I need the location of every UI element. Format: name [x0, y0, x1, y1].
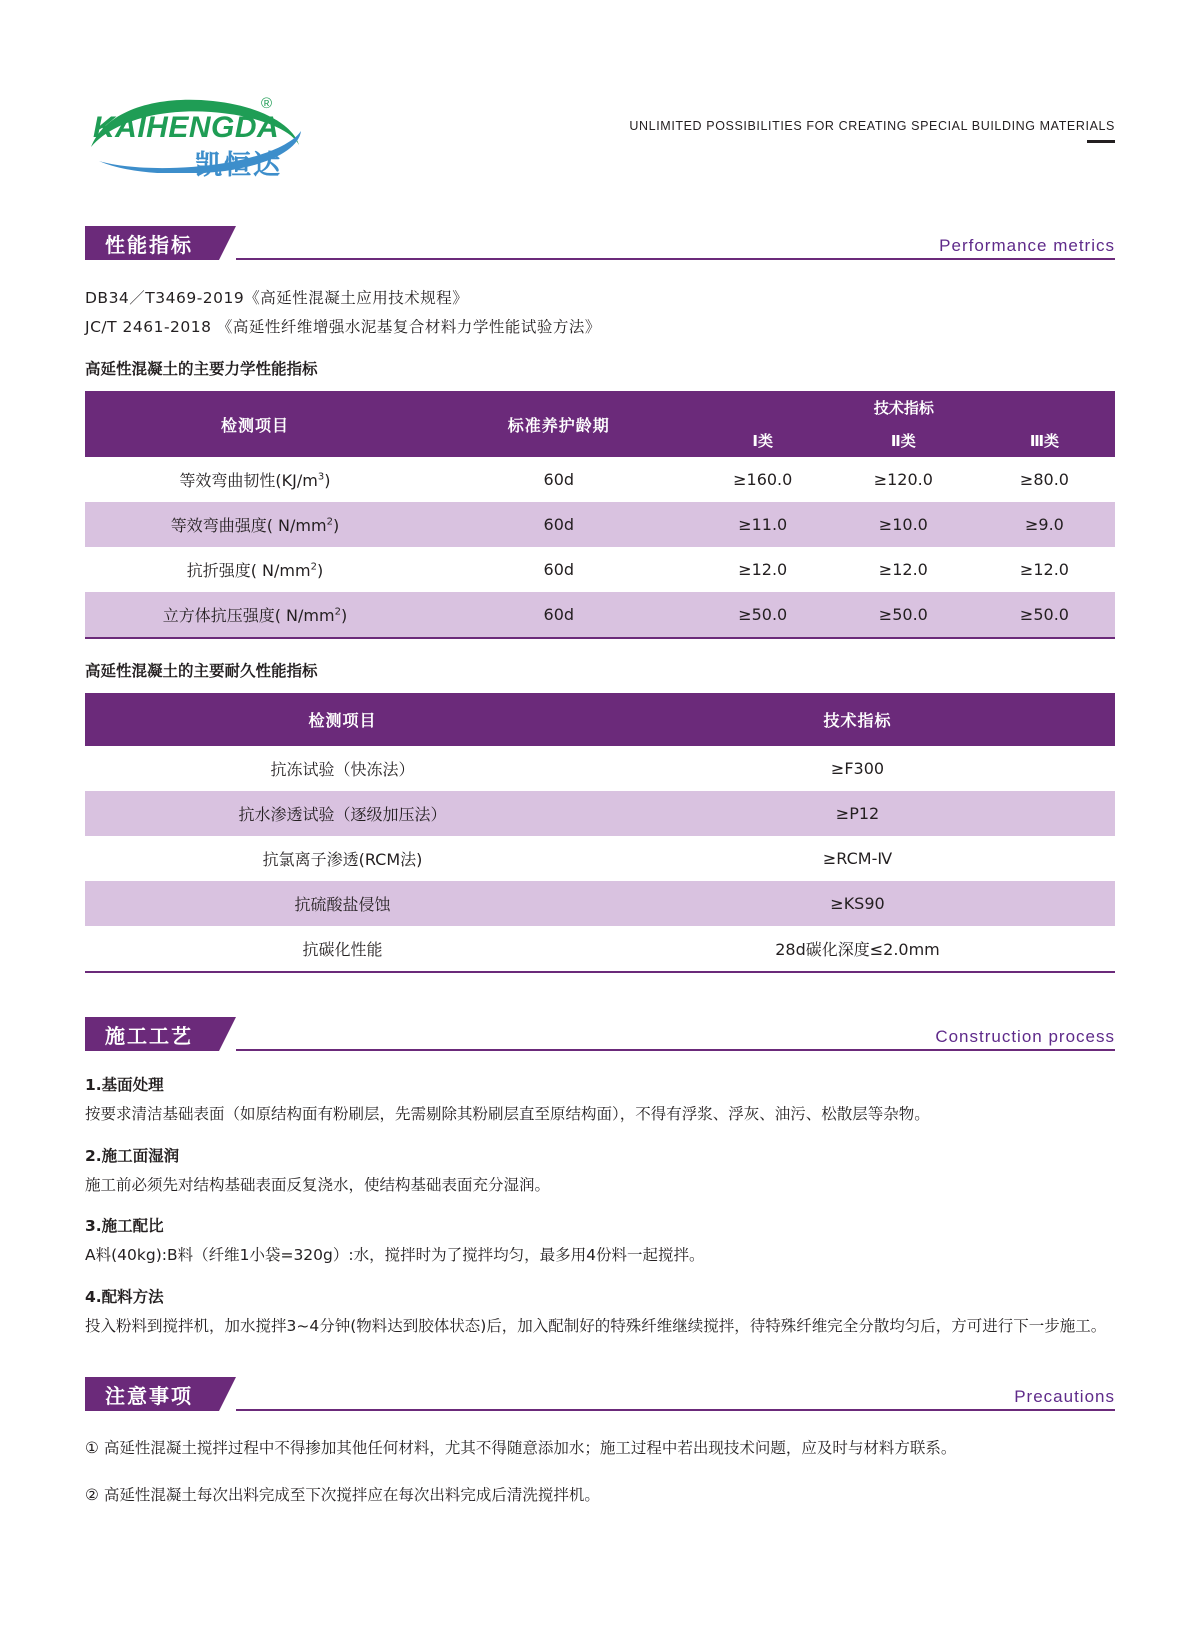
precaution-item: ① 高延性混凝土搅拌过程中不得掺加其他任何材料，尤其不得随意添加水；施工过程中若出现技术问题，应及时与材料方联系。: [85, 1439, 957, 1458]
table-header-row: [85, 693, 1115, 746]
logo-text-cn: 凯恒达: [195, 150, 282, 181]
th-age: 标准养护龄期: [425, 391, 693, 457]
cell-item: 等效弯曲韧性$(KJ/m^3)$: [85, 457, 425, 502]
th-tech: 技术指标: [693, 391, 1115, 424]
standard-line: DB34／T3469-2019《高延性混凝土应用技术规程》: [85, 289, 469, 307]
cell-class-2: ≥12.0: [833, 547, 974, 592]
cell-class-3: ≥80.0: [974, 457, 1115, 502]
step-title: 2.施工面湿润: [85, 1146, 180, 1165]
cell-item: 立方体抗压强度( $N/mm^2$): [85, 592, 425, 637]
step-title: 4.配料方法: [85, 1287, 164, 1306]
table-header-row: [85, 391, 1115, 424]
section-header-precautions: [85, 1373, 1115, 1415]
cell-item: 等效弯曲强度( $N/mm^2$): [85, 502, 425, 547]
durability-performance-table: [85, 693, 1115, 971]
cell-value: 28d碳化深度≤2.0mm: [600, 926, 1115, 971]
section-title-en: Performance metrics: [929, 236, 1115, 256]
step-body: 施工前必须先对结构基础表面反复浇水，使结构基础表面充分湿润。: [85, 1175, 551, 1194]
step-title: 3.施工配比: [85, 1217, 164, 1236]
cell-value: ≥F300: [600, 746, 1115, 791]
table-row: [85, 547, 1115, 592]
cell-class-1: ≥12.0: [693, 547, 833, 592]
section-title-en: Precautions: [1004, 1387, 1115, 1407]
th-item: 检测项目: [85, 391, 425, 457]
header-tagline-block: [629, 119, 1115, 147]
section-header-performance: [85, 222, 1115, 264]
tagline-underline: [1087, 140, 1115, 143]
logo-text-en: KAIHENGDA: [93, 111, 280, 144]
section-divider: [236, 1049, 1115, 1051]
section-tab-precautions: [85, 1377, 219, 1411]
th-item: 检测项目: [85, 693, 600, 746]
section-title-cn: 施工工艺: [105, 1023, 193, 1048]
table-row: [85, 836, 1115, 881]
th-tech: 技术指标: [600, 693, 1115, 746]
page-header: [85, 0, 1115, 188]
cell-age: 60d: [425, 547, 693, 592]
table-row: [85, 926, 1115, 971]
cell-item: 抗硫酸盐侵蚀: [85, 881, 600, 926]
cell-class-1: ≥50.0: [693, 592, 833, 637]
cell-item: 抗折强度( $N/mm^2$): [85, 547, 425, 592]
precautions-list: [85, 1435, 1115, 1508]
cell-value: ≥P12: [600, 791, 1115, 836]
cell-class-1: ≥160.0: [693, 457, 833, 502]
section-tab-performance: [85, 226, 219, 260]
cell-class-2: ≥10.0: [833, 502, 974, 547]
cell-class-2: ≥50.0: [833, 592, 974, 637]
standards-list: [85, 286, 1115, 337]
table1-bottom-rule: [85, 637, 1115, 639]
construction-steps: [85, 1073, 1115, 1339]
step-title: 1.基面处理: [85, 1076, 164, 1094]
section-title-en: Construction process: [925, 1027, 1115, 1047]
table-row: [85, 746, 1115, 791]
table-row: [85, 457, 1115, 502]
cell-value: ≥KS90: [600, 881, 1115, 926]
table-row: [85, 502, 1115, 547]
table-row: [85, 791, 1115, 836]
section-title-cn: 注意事项: [105, 1383, 193, 1408]
table2-bottom-rule: [85, 971, 1115, 973]
cell-class-2: ≥120.0: [833, 457, 974, 502]
cell-class-3: ≥50.0: [974, 592, 1115, 637]
cell-age: 60d: [425, 457, 693, 502]
cell-item: 抗碳化性能: [85, 926, 600, 971]
cell-item: 抗氯离子渗透(RCM法): [85, 836, 600, 881]
cell-value: ≥RCM-Ⅳ: [600, 836, 1115, 881]
table1-caption: 高延性混凝土的主要力学性能指标: [85, 360, 318, 378]
section-tab-construction: [85, 1017, 219, 1051]
table-row: [85, 592, 1115, 637]
header-tagline: UNLIMITED POSSIBILITIES FOR CREATING SPECIAL BUILDING MATERIALS: [629, 119, 1115, 133]
step-body: A料(40kg):B料（纤维1小袋=320g）:水，搅拌时为了搅拌均匀，最多用4份料一起搅拌。: [85, 1246, 705, 1265]
step-body: 投入粉料到搅拌机，加水搅拌3~4分钟(物料达到胶体状态)后，加入配制好的特殊纤维继续搅拌，待特殊纤维完全分散均匀后，方可进行下一步施工。: [85, 1316, 1107, 1335]
cell-item: 抗水渗透试验（逐级加压法）: [85, 791, 600, 836]
standard-line: JC/T 2461-2018 《高延性纤维增强水泥基复合材料力学性能试验方法》: [85, 318, 601, 336]
mechanical-performance-table: [85, 391, 1115, 637]
section-divider: [236, 258, 1115, 260]
cell-age: 60d: [425, 592, 693, 637]
section-title-cn: 性能指标: [105, 232, 193, 257]
cell-class-1: ≥11.0: [693, 502, 833, 547]
table2-caption: 高延性混凝土的主要耐久性能指标: [85, 662, 318, 680]
precaution-item: ② 高延性混凝土每次出料完成至下次搅拌应在每次出料完成后清洗搅拌机。: [85, 1485, 600, 1504]
registered-mark-icon: ®: [261, 95, 273, 112]
table-row: [85, 881, 1115, 926]
section-divider: [236, 1409, 1115, 1411]
step-body: 按要求清洁基础表面（如原结构面有粉刷层，先需剔除其粉刷层直至原结构面），不得有浮浆、浮灰、油污、松散层等杂物。: [85, 1105, 930, 1123]
cell-class-3: ≥9.0: [974, 502, 1115, 547]
cell-class-3: ≥12.0: [974, 547, 1115, 592]
cell-item: 抗冻试验（快冻法）: [85, 746, 600, 791]
th-class-3: Ⅲ类: [974, 424, 1115, 457]
th-class-2: Ⅱ类: [833, 424, 974, 457]
th-class-1: Ⅰ类: [693, 424, 833, 457]
company-logo: [85, 83, 315, 183]
cell-age: 60d: [425, 502, 693, 547]
section-header-construction: [85, 1013, 1115, 1055]
